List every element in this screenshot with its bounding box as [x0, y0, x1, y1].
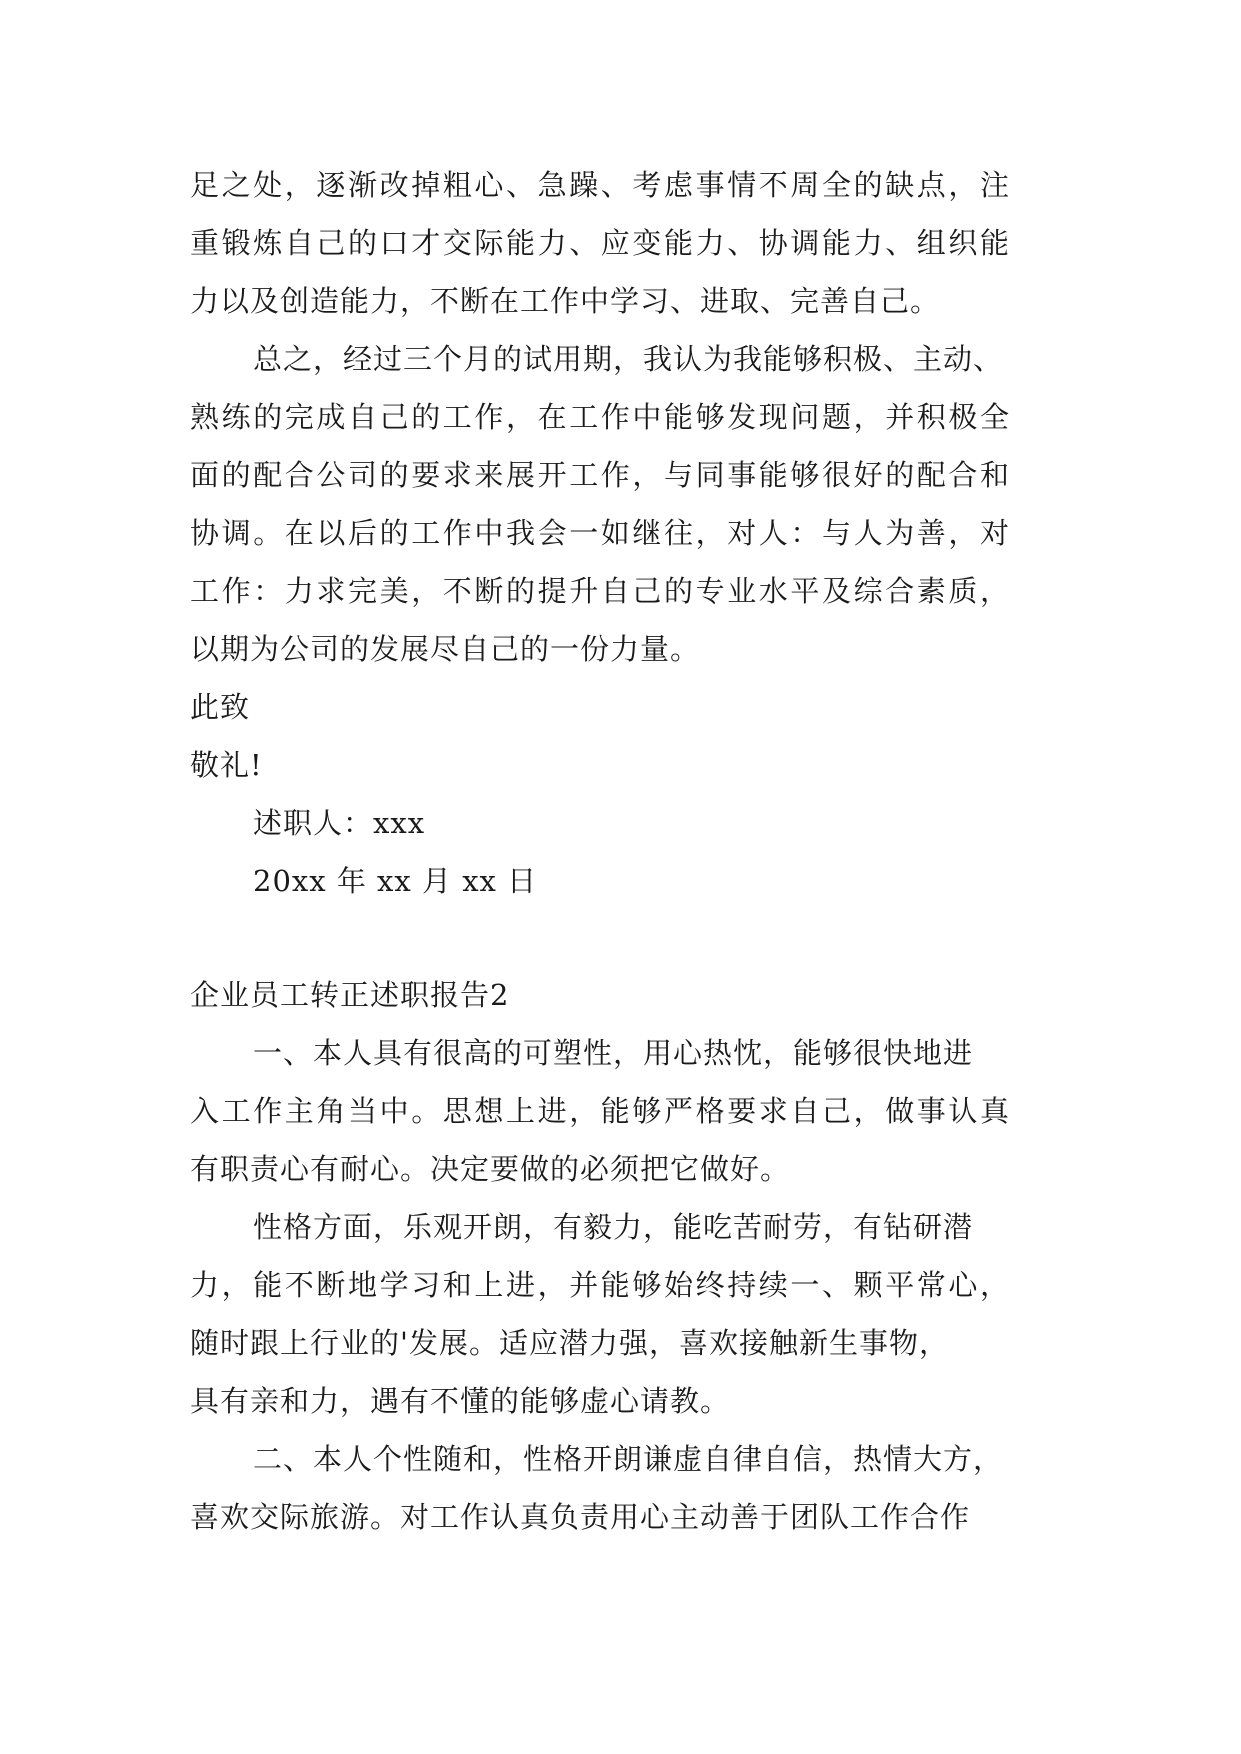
section-title: 企业员工转正述职报告2 — [190, 978, 510, 1012]
signature-name: 述职人：xxx — [253, 806, 426, 840]
paragraph-line: 足之处，逐渐改掉粗心、急躁、考虑事情不周全的缺点，注 — [190, 168, 1012, 202]
paragraph-line: 具有亲和力，遇有不懂的能够虚心请教。 — [190, 1384, 731, 1418]
paragraph-line: 入工作主角当中。思想上进，能够严格要求自己，做事认真 — [190, 1094, 1012, 1128]
salutation-closing: 敬礼! — [190, 748, 263, 782]
paragraph-line: 以期为公司的发展尽自己的一份力量。 — [190, 632, 701, 666]
salutation: 此致 — [190, 690, 251, 724]
paragraph-line: 总之，经过三个月的试用期，我认为我能够积极、主动、 — [253, 342, 1004, 376]
paragraph-line: 协调。在以后的工作中我会一如继往，对人：与人为善，对 — [190, 516, 1012, 550]
paragraph-line: 面的配合公司的要求来展开工作，与同事能够很好的配合和 — [190, 458, 1012, 492]
paragraph-line: 喜欢交际旅游。对工作认真负责用心主动善于团队工作合作 — [190, 1500, 971, 1534]
signature-date: 20xx 年 xx 月 xx 日 — [253, 864, 538, 898]
paragraph-line: 工作：力求完美，不断的提升自己的专业水平及综合素质， — [190, 574, 1012, 608]
paragraph-line: 一、本人具有很高的可塑性，用心热忱，能够很快地进 — [253, 1036, 974, 1070]
paragraph-line: 二、本人个性随和，性格开朗谦虚自律自信，热情大方， — [253, 1442, 1004, 1476]
paragraph-line: 性格方面，乐观开朗，有毅力，能吃苦耐劳，有钻研潜 — [253, 1210, 974, 1244]
paragraph-line: 有职责心有耐心。决定要做的必须把它做好。 — [190, 1152, 791, 1186]
paragraph-line: 力以及创造能力，不断在工作中学习、进取、完善自己。 — [190, 284, 941, 318]
paragraph-line: 重锻炼自己的口才交际能力、应变能力、协调能力、组织能 — [190, 226, 1012, 260]
paragraph-line: 随时跟上行业的'发展。适应潜力强，喜欢接触新生事物， — [190, 1326, 949, 1360]
paragraph-line: 力，能不断地学习和上进，并能够始终持续一、颗平常心， — [190, 1268, 1012, 1302]
paragraph-line: 熟练的完成自己的工作，在工作中能够发现问题，并积极全 — [190, 400, 1012, 434]
